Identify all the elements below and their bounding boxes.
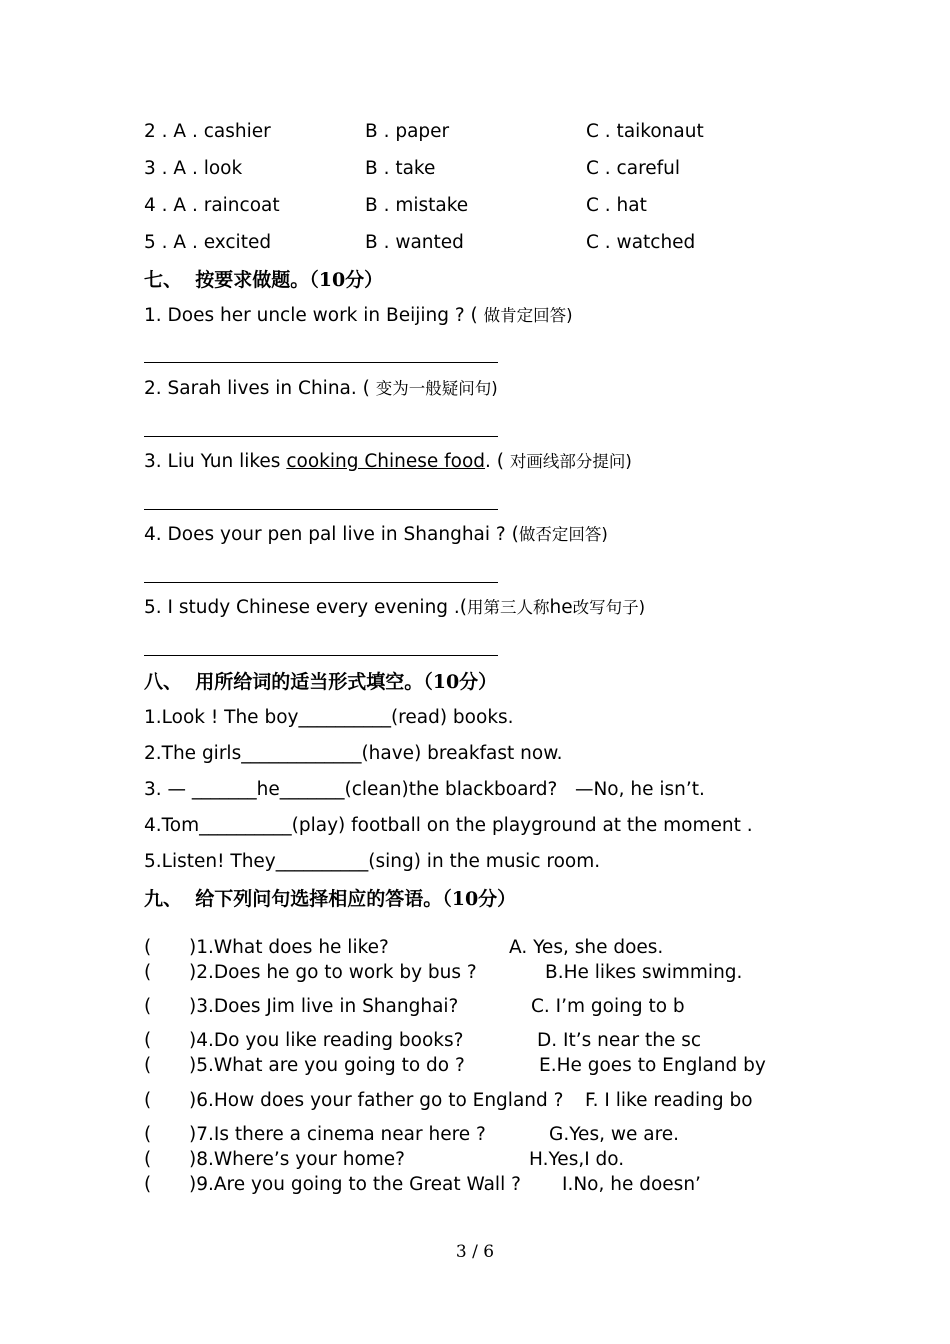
- fill-in-item: 5.Listen! They__________(sing) in the music room.: [144, 851, 601, 872]
- answer-bracket[interactable]: (: [144, 1124, 152, 1145]
- option-c: C . careful: [586, 158, 681, 179]
- option-a: 2 . A . cashier: [144, 121, 271, 142]
- option-c: C . hat: [586, 195, 647, 216]
- fill-in-item: 3. — _______he_______(clean)the blackboard? —No, he isn’t.: [144, 779, 705, 800]
- option-b: B . paper: [365, 121, 450, 142]
- answer-bracket[interactable]: (: [144, 996, 152, 1017]
- fill-in-item: 2.The girls_____________(have) breakfast now.: [144, 743, 563, 764]
- question-instruction: 对画线部分提问): [509, 452, 632, 471]
- question-text-end: . (: [485, 451, 510, 472]
- match-answer: F. I like reading bo: [585, 1090, 753, 1111]
- match-question: )6.How does your father go to England ?: [189, 1090, 564, 1111]
- section-7-heading: 七、 按要求做题。（10分）: [144, 269, 384, 291]
- answer-bracket[interactable]: (: [144, 1090, 152, 1111]
- match-question: )9.Are you going to the Great Wall ?: [189, 1174, 521, 1195]
- answer-bracket[interactable]: (: [144, 1174, 152, 1195]
- answer-bracket[interactable]: (: [144, 1149, 152, 1170]
- match-answer: B.He likes swimming.: [545, 962, 743, 983]
- answer-bracket[interactable]: (: [144, 962, 152, 983]
- question-instruction-end: 改写句子): [572, 598, 646, 617]
- question-instruction: 用第三人称: [467, 598, 550, 617]
- answer-line[interactable]: [144, 655, 498, 656]
- match-question: )4.Do you like reading books?: [189, 1030, 464, 1051]
- option-a: 4 . A . raincoat: [144, 195, 280, 216]
- question-7-2: [144, 377, 498, 401]
- option-a: 3 . A . look: [144, 158, 243, 179]
- match-question: )8.Where’s your home?: [189, 1149, 405, 1170]
- question-text: 1. Does her uncle work in Beijing ? (: [144, 305, 484, 326]
- option-c: C . taikonaut: [586, 121, 704, 142]
- question-text: 2. Sarah lives in China. (: [144, 378, 376, 399]
- question-text: 4. Does your pen pal live in Shanghai ? (: [144, 524, 519, 545]
- match-question: )7.Is there a cinema near here ?: [189, 1124, 486, 1145]
- answer-line[interactable]: [144, 362, 498, 363]
- question-text: 5. I study Chinese every evening .(: [144, 597, 468, 618]
- question-7-4: [144, 523, 608, 547]
- answer-bracket[interactable]: (: [144, 937, 152, 958]
- fill-in-item: 1.Look ! The boy__________(read) books.: [144, 707, 514, 728]
- answer-line[interactable]: [144, 582, 498, 583]
- section-8-heading: 八、 用所给词的适当形式填空。（10分）: [144, 671, 498, 693]
- question-instruction-he: he: [549, 597, 573, 618]
- match-question: )3.Does Jim live in Shanghai?: [189, 996, 459, 1017]
- answer-bracket[interactable]: (: [144, 1030, 152, 1051]
- match-answer: G.Yes, we are.: [549, 1124, 680, 1145]
- underlined-phrase: cooking Chinese food: [286, 451, 486, 472]
- match-answer: D. It’s near the sc: [537, 1030, 702, 1051]
- match-answer: C. I’m going to b: [531, 996, 685, 1017]
- option-b: B . take: [365, 158, 436, 179]
- match-question: )2.Does he go to work by bus ?: [189, 962, 477, 983]
- match-question: )1.What does he like?: [189, 937, 389, 958]
- section-9-heading: 九、 给下列问句选择相应的答语。（10分）: [144, 888, 517, 910]
- question-text: 3. Liu Yun likes: [144, 451, 287, 472]
- question-7-1: [144, 304, 573, 328]
- question-instruction: 做否定回答): [518, 525, 608, 544]
- answer-line[interactable]: [144, 436, 498, 437]
- answer-bracket[interactable]: (: [144, 1055, 152, 1076]
- answer-line[interactable]: [144, 509, 498, 510]
- option-c: C . watched: [586, 232, 696, 253]
- question-7-3: [144, 450, 632, 474]
- match-answer: I.No, he doesn’: [562, 1174, 701, 1195]
- fill-in-item: 4.Tom__________(play) football on the playground at the moment .: [144, 815, 753, 836]
- match-question: )5.What are you going to do ?: [189, 1055, 465, 1076]
- option-b: B . mistake: [365, 195, 469, 216]
- question-instruction: 变为一般疑问句): [375, 379, 498, 398]
- page-number: 3 / 6: [455, 1242, 495, 1262]
- match-answer: A. Yes, she does.: [509, 937, 664, 958]
- option-a: 5 . A . excited: [144, 232, 272, 253]
- question-instruction: 做肯定回答): [483, 306, 573, 325]
- match-answer: H.Yes,I do.: [529, 1149, 625, 1170]
- match-answer: E.He goes to England by: [539, 1055, 766, 1076]
- option-b: B . wanted: [365, 232, 464, 253]
- question-7-5: [144, 596, 645, 620]
